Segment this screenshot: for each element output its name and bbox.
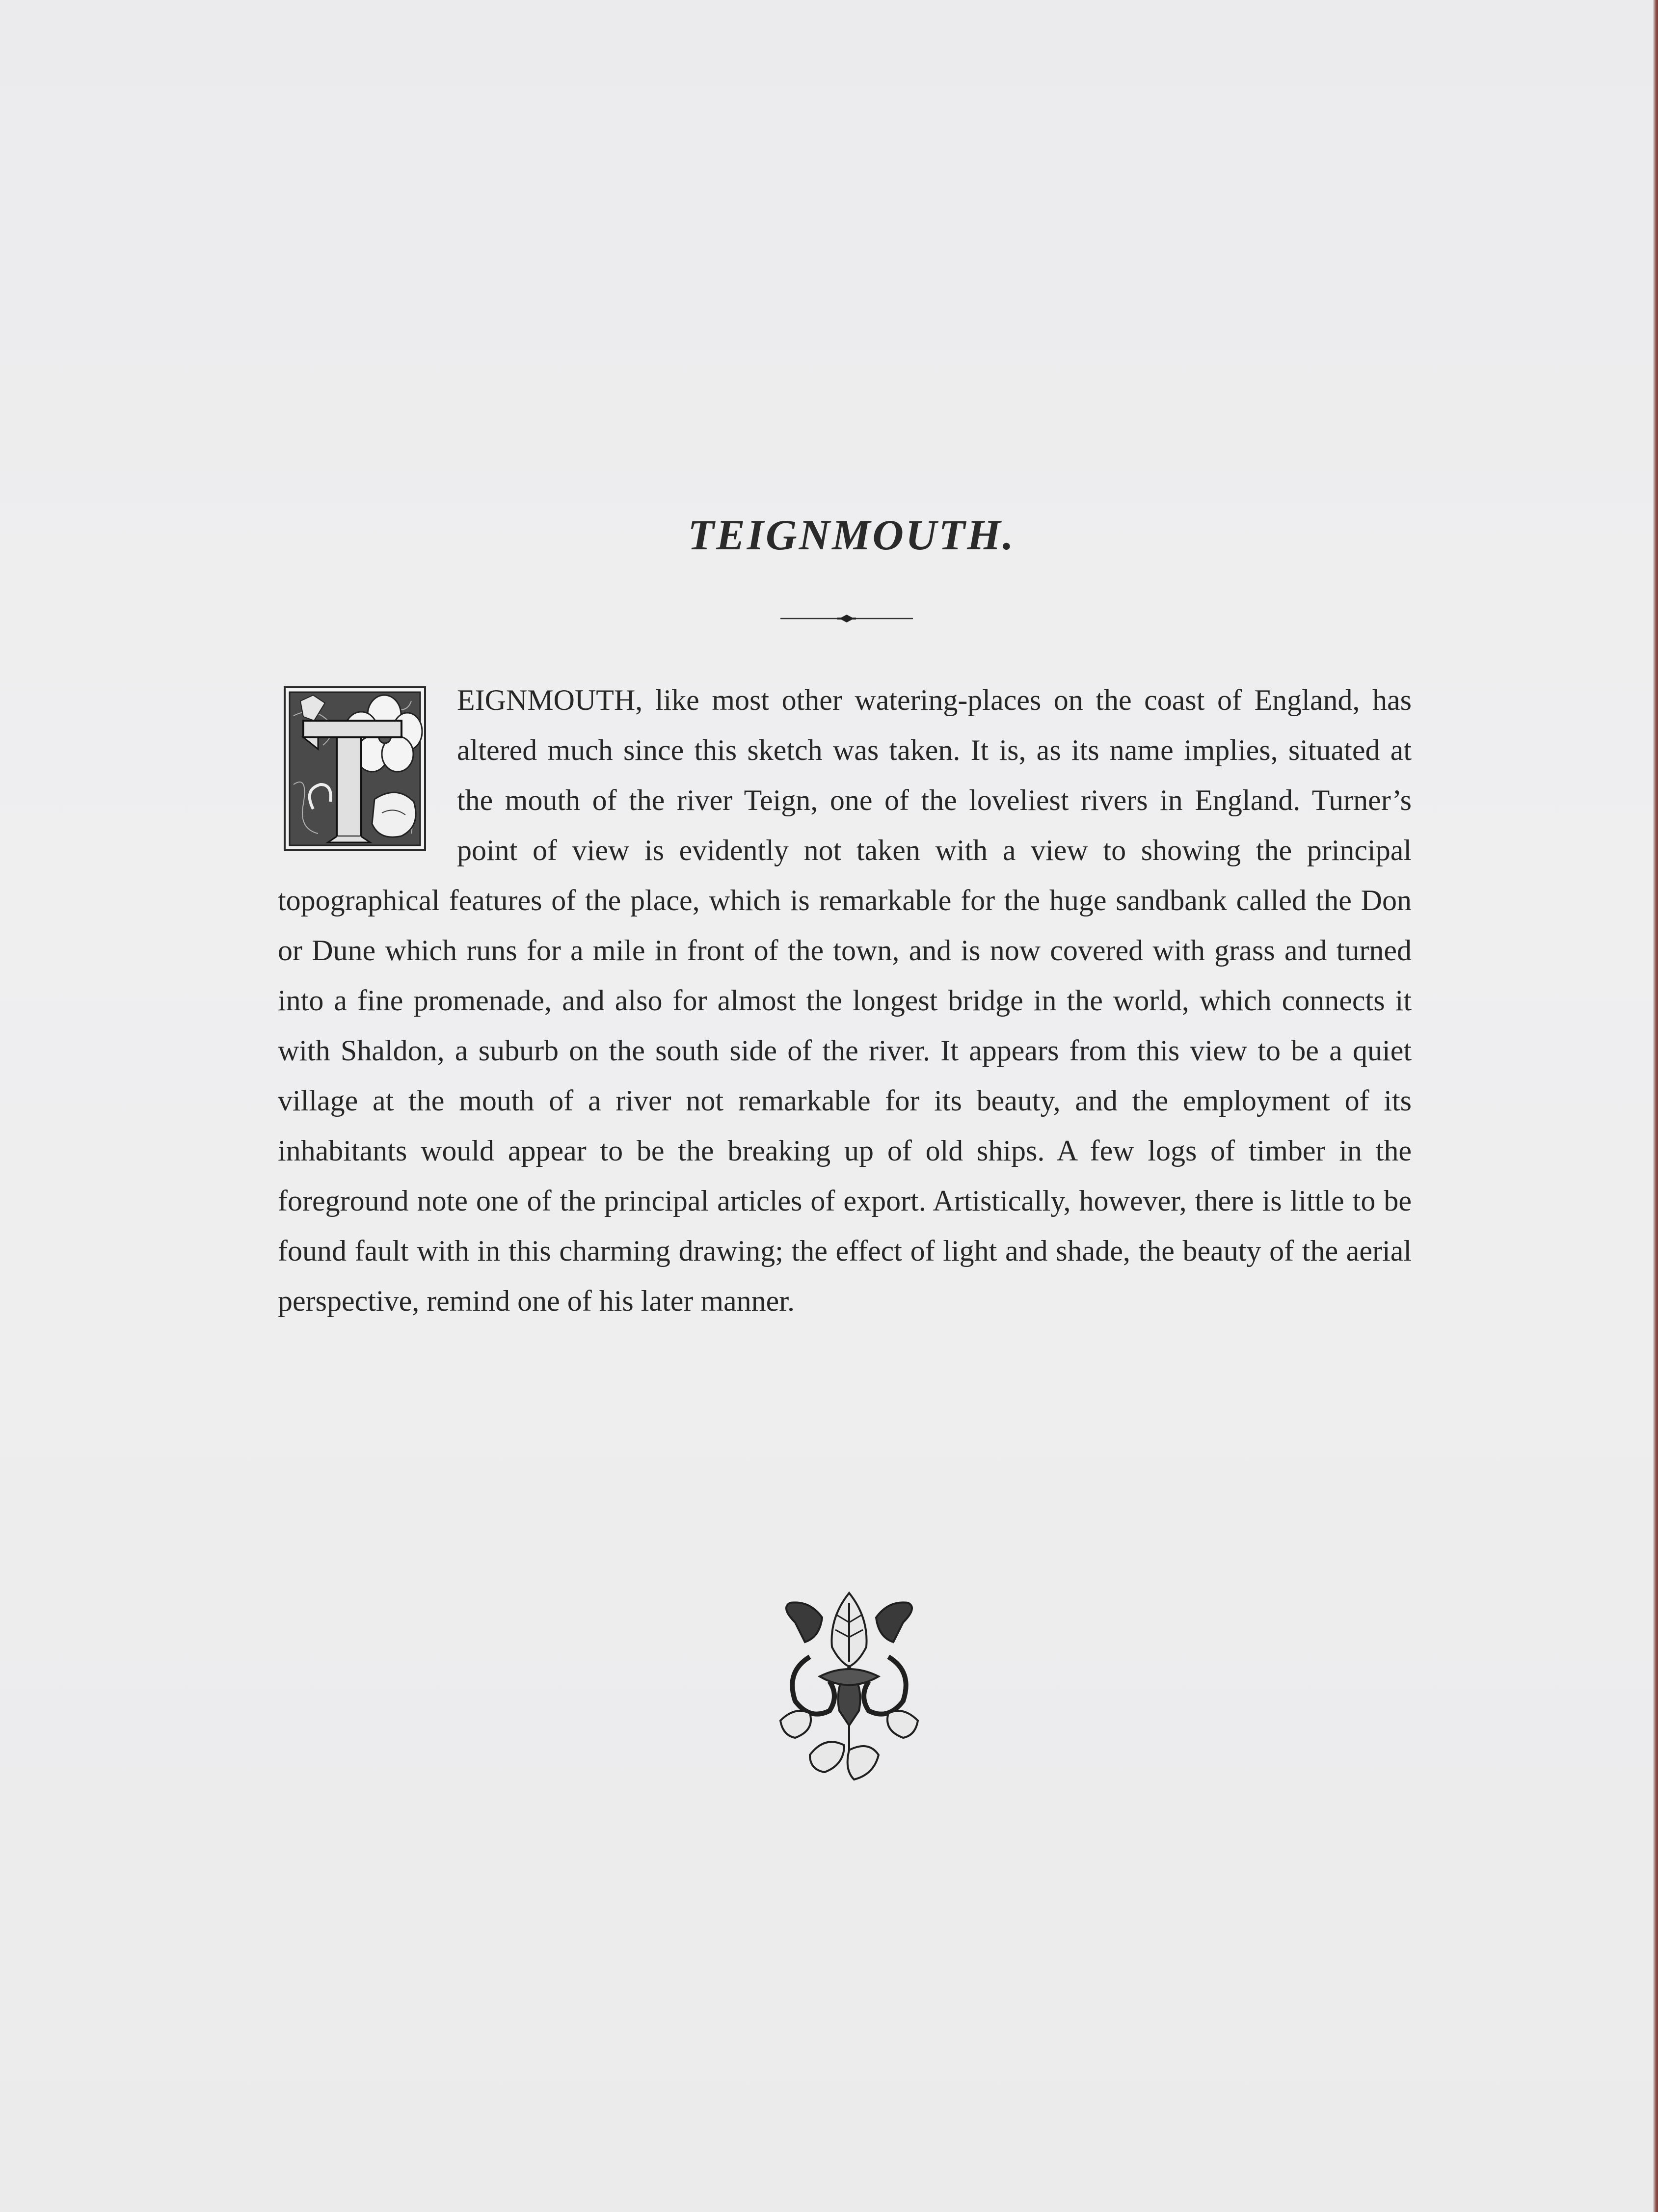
body-paragraph <box>278 675 1412 1326</box>
leaf-and-fleur-ornament-icon <box>776 1588 923 1789</box>
diamond-rule-icon <box>780 615 913 622</box>
paragraph-text: EIGNMOUTH, like most other watering-places on the coast of England, has altered much since this sketch was taken. It is, as its name implies, situated at the mouth of the river Teign, one of the loveliest rivers in England. Turner’s point of view is evidently not taken with a view to showing the principal topographical features of the place, which is remarkable for the huge sandbank called the Don or Dune which runs for a mile in front of the town, and is now covered with grass and turned into a fine promenade, and also for almost the longest bridge in the world, which connects it with Shaldon, a suburb on the south side of the river. It appears from this view to be a quiet village at the mouth of a river not remarkable for its beauty, and the employment of its inhabitants would appear to be the breaking up of old ships. A few logs of timber in the foreground note one of the principal articles of export. Artistically, however, there is little to be found fault with in this charming drawing; the effect of light and shade, the beauty of the aerial perspective, remind one of his later manner. <box>278 684 1412 1317</box>
dropcap-spacer <box>278 675 457 871</box>
page-edge <box>1653 0 1658 2212</box>
page-title: TEIGNMOUTH. <box>688 512 1016 559</box>
